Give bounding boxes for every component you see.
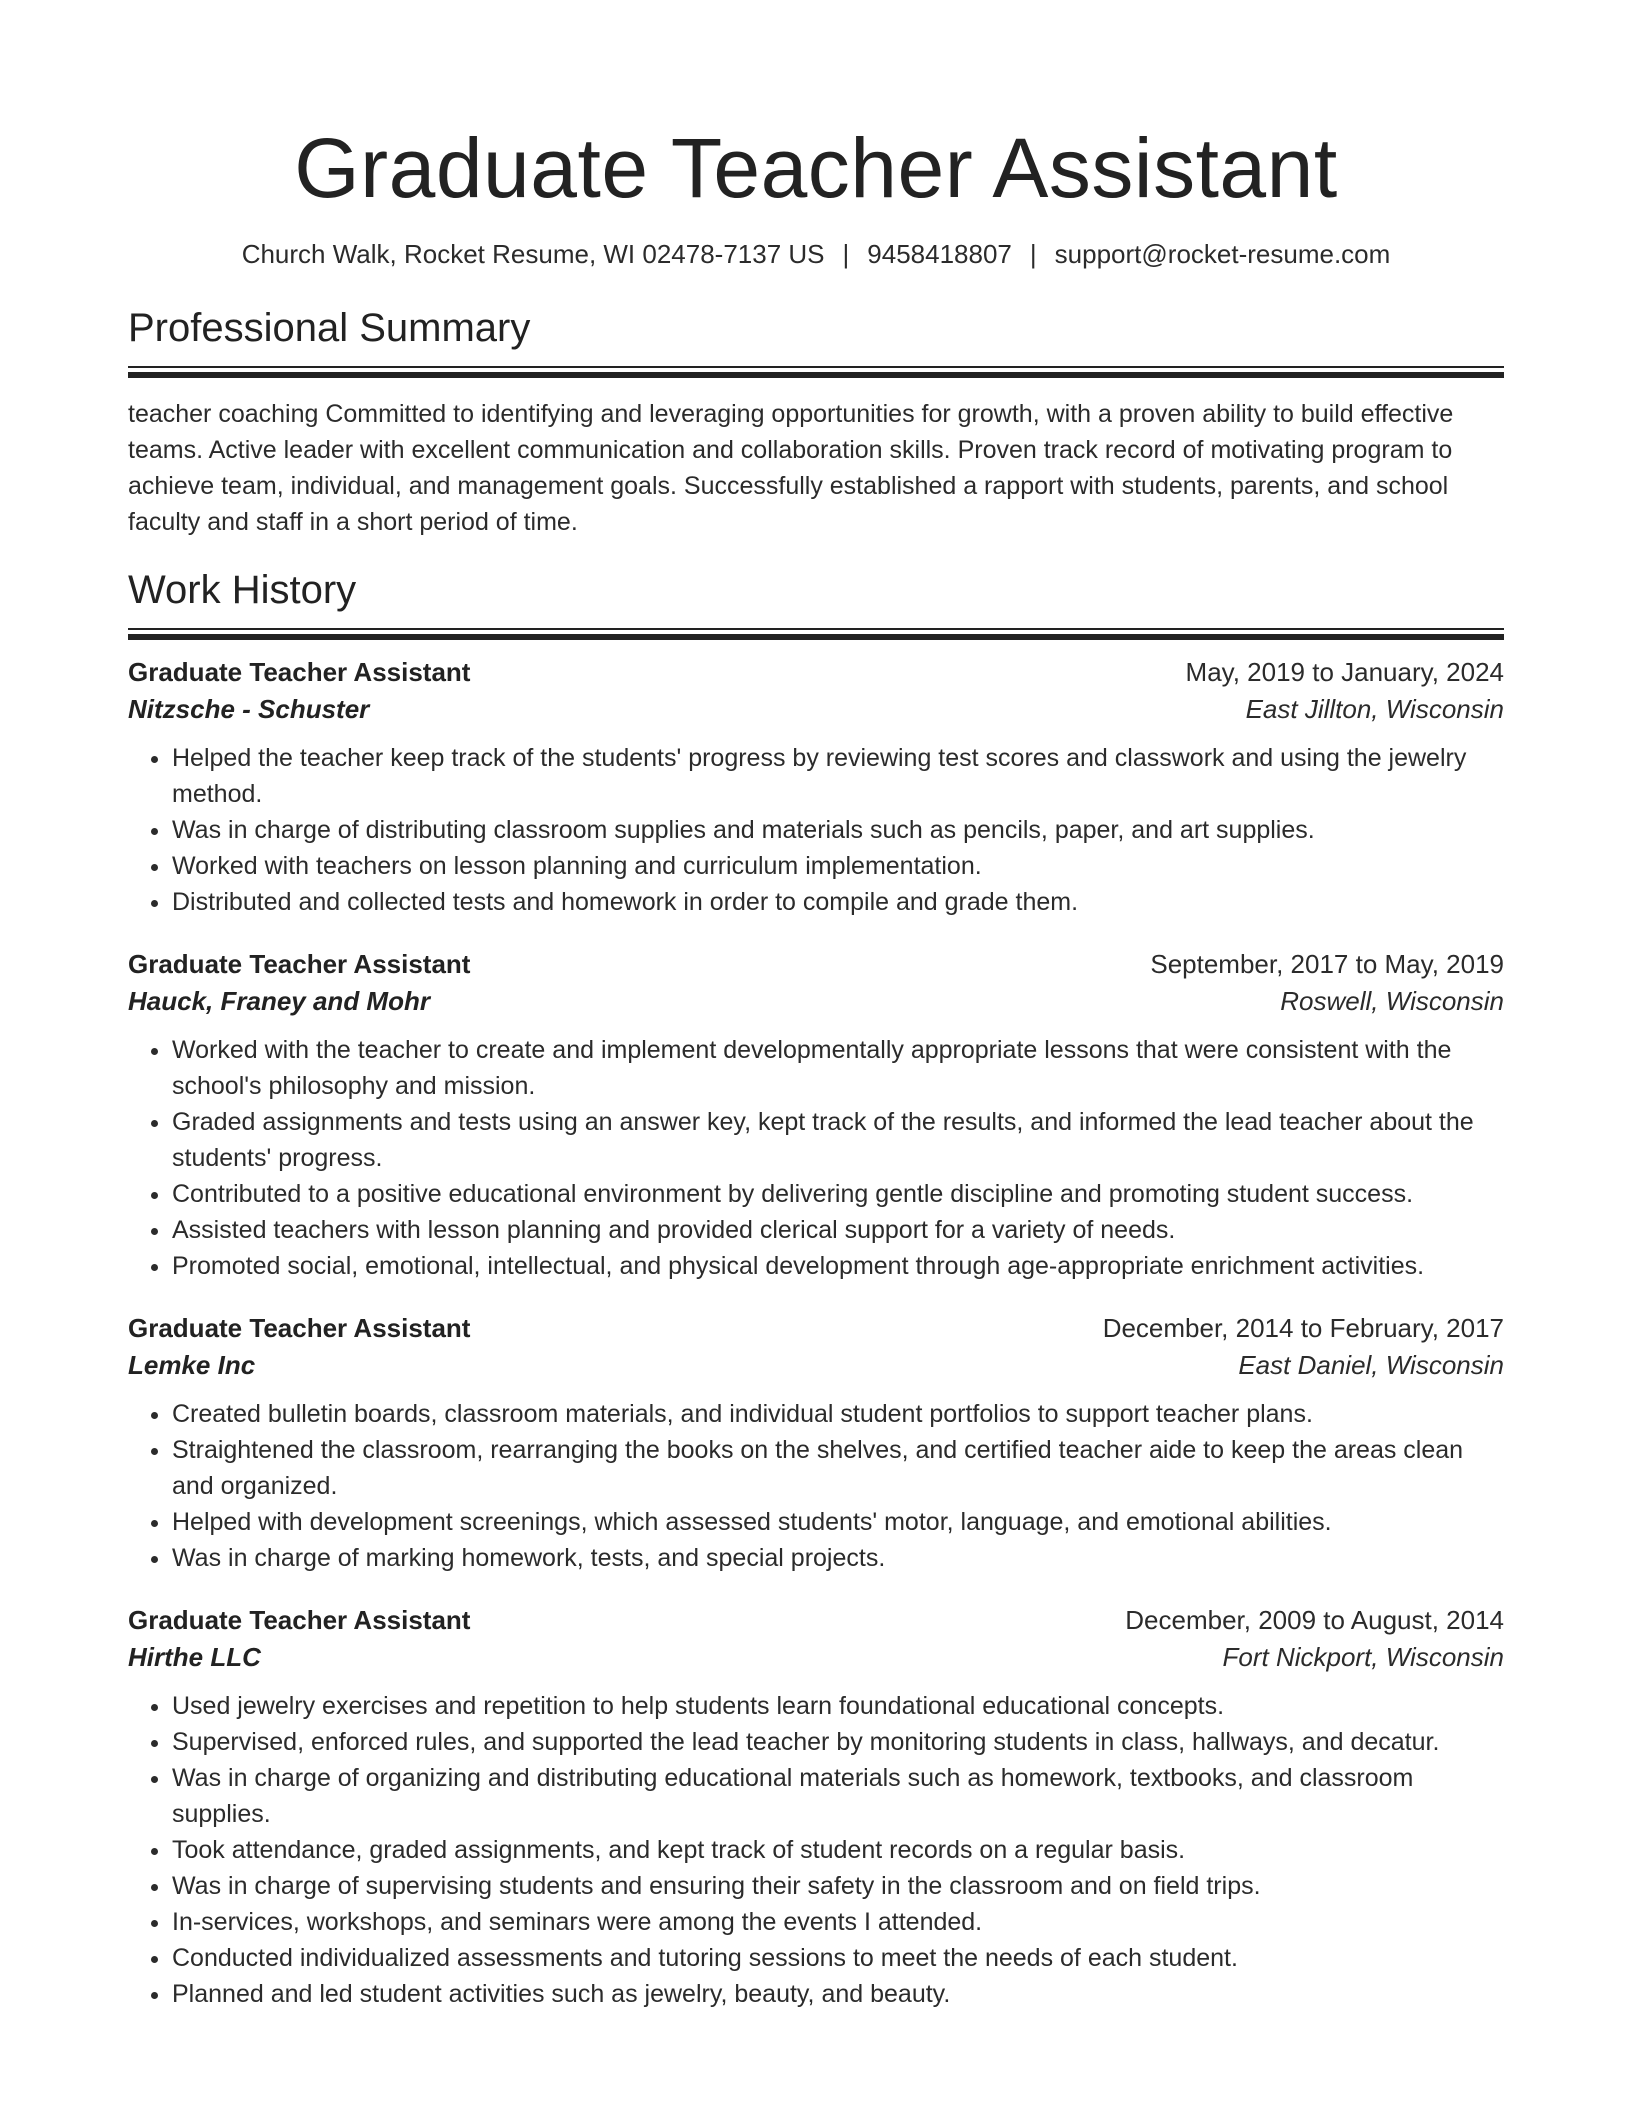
job-bullet: • Helped with development screenings, which assessed students' motor, language, and emotional abilities. (172, 1504, 1504, 1540)
job-title: Graduate Teacher Assistant (128, 657, 471, 687)
job-header (128, 1310, 1504, 1346)
job-location: East Daniel, Wisconsin (1238, 1350, 1504, 1380)
job-entry (128, 1310, 1504, 1576)
section-divider (128, 366, 1504, 378)
job-dates: December, 2014 to February, 2017 (1102, 1313, 1504, 1343)
job-bullet: • Straightened the classroom, rearranging the books on the shelves, and certified teacher aide to keep the areas clean and organized. (172, 1432, 1504, 1504)
job-bullet: • Helped the teacher keep track of the students' progress by reviewing test scores and classwork and using the jewelry method. (172, 740, 1504, 812)
job-title: Graduate Teacher Assistant (128, 1313, 471, 1343)
job-bullet: • Planned and led student activities such as jewelry, beauty, and beauty. (172, 1976, 1504, 2012)
job-bullet: • Worked with the teacher to create and implement developmentally appropriate lessons that were consistent with the school's philosophy and mission. (172, 1032, 1504, 1104)
job-location: Fort Nickport, Wisconsin (1222, 1642, 1504, 1672)
job-bullet-list (128, 740, 1504, 920)
job-subheader (128, 982, 1504, 1020)
job-company: Hauck, Franey and Mohr (128, 986, 430, 1016)
job-company: Lemke Inc (128, 1350, 256, 1380)
job-dates: September, 2017 to May, 2019 (1150, 949, 1504, 979)
job-header (128, 654, 1504, 690)
section-title-work-history: Work History (128, 568, 357, 612)
job-header (128, 946, 1504, 982)
contact-separator: | (1029, 239, 1037, 269)
work-history-section (128, 566, 1504, 2012)
contact-email: support@rocket-resume.com (1054, 239, 1391, 269)
job-bullet: • Was in charge of organizing and distributing educational materials such as homework, textbooks, and classroom supplies. (172, 1760, 1504, 1832)
job-bullet: • Graded assignments and tests using an answer key, kept track of the results, and informed the lead teacher about the students' progress. (172, 1104, 1504, 1176)
contact-phone: 9458418807 (867, 239, 1012, 269)
job-list (128, 654, 1504, 2012)
contact-separator: | (842, 239, 850, 269)
job-bullet: • Conducted individualized assessments and tutoring sessions to meet the needs of each student. (172, 1940, 1504, 1976)
job-bullet: • Used jewelry exercises and repetition to help students learn foundational educational concepts. (172, 1688, 1504, 1724)
job-company: Nitzsche - Schuster (128, 694, 370, 724)
section-title-summary: Professional Summary (128, 306, 531, 350)
job-title: Graduate Teacher Assistant (128, 949, 471, 979)
section-divider (128, 628, 1504, 640)
job-location: East Jillton, Wisconsin (1245, 694, 1504, 724)
job-subheader (128, 690, 1504, 728)
job-bullet: • Was in charge of marking homework, tests, and special projects. (172, 1540, 1504, 1576)
job-header (128, 1602, 1504, 1638)
job-bullet-list (128, 1396, 1504, 1576)
job-bullet-list (128, 1688, 1504, 2012)
job-bullet: • Supervised, enforced rules, and supported the lead teacher by monitoring students in class, hallways, and decatur. (172, 1724, 1504, 1760)
job-bullet: • Was in charge of distributing classroom supplies and materials such as pencils, paper, and art supplies. (172, 812, 1504, 848)
job-company: Hirthe LLC (128, 1642, 261, 1672)
job-dates: May, 2019 to January, 2024 (1185, 657, 1504, 687)
summary-section (128, 304, 1504, 540)
job-location: Roswell, Wisconsin (1280, 986, 1504, 1016)
job-entry (128, 946, 1504, 1284)
job-entry (128, 1602, 1504, 2012)
job-bullet: • Contributed to a positive educational environment by delivering gentle discipline and promoting student success. (172, 1176, 1504, 1212)
job-bullet: • Assisted teachers with lesson planning and provided clerical support for a variety of needs. (172, 1212, 1504, 1248)
job-bullet: • Was in charge of supervising students and ensuring their safety in the classroom and on field trips. (172, 1868, 1504, 1904)
contact-address: Church Walk, Rocket Resume, WI 02478-7137 US (241, 239, 825, 269)
job-bullet: • Promoted social, emotional, intellectual, and physical development through age-appropriate enrichment activities. (172, 1248, 1504, 1284)
summary-text: teacher coaching Committed to identifying and leveraging opportunities for growth, with a proven ability to build effective teams. Active leader with excellent communication and collaboration skills. Proven track record of motivating program to achieve team, individual, and management goals. Successfully established a rapport with students, parents, and school faculty and staff in a short period of time. (128, 400, 1454, 536)
job-bullet: • Created bulletin boards, classroom materials, and individual student portfolios to support teacher plans. (172, 1396, 1504, 1432)
job-subheader (128, 1346, 1504, 1384)
job-title: Graduate Teacher Assistant (128, 1605, 471, 1635)
job-bullet: • Took attendance, graded assignments, and kept track of student records on a regular basis. (172, 1832, 1504, 1868)
resume-name: Graduate Teacher Assistant (294, 121, 1338, 215)
job-bullet: • Worked with teachers on lesson planning and curriculum implementation. (172, 848, 1504, 884)
job-subheader (128, 1638, 1504, 1676)
contact-line (128, 238, 1504, 270)
job-bullet: • In-services, workshops, and seminars were among the events I attended. (172, 1904, 1504, 1940)
job-bullet: • Distributed and collected tests and homework in order to compile and grade them. (172, 884, 1504, 920)
job-entry (128, 654, 1504, 920)
job-bullet-list (128, 1032, 1504, 1284)
job-dates: December, 2009 to August, 2014 (1125, 1605, 1504, 1635)
